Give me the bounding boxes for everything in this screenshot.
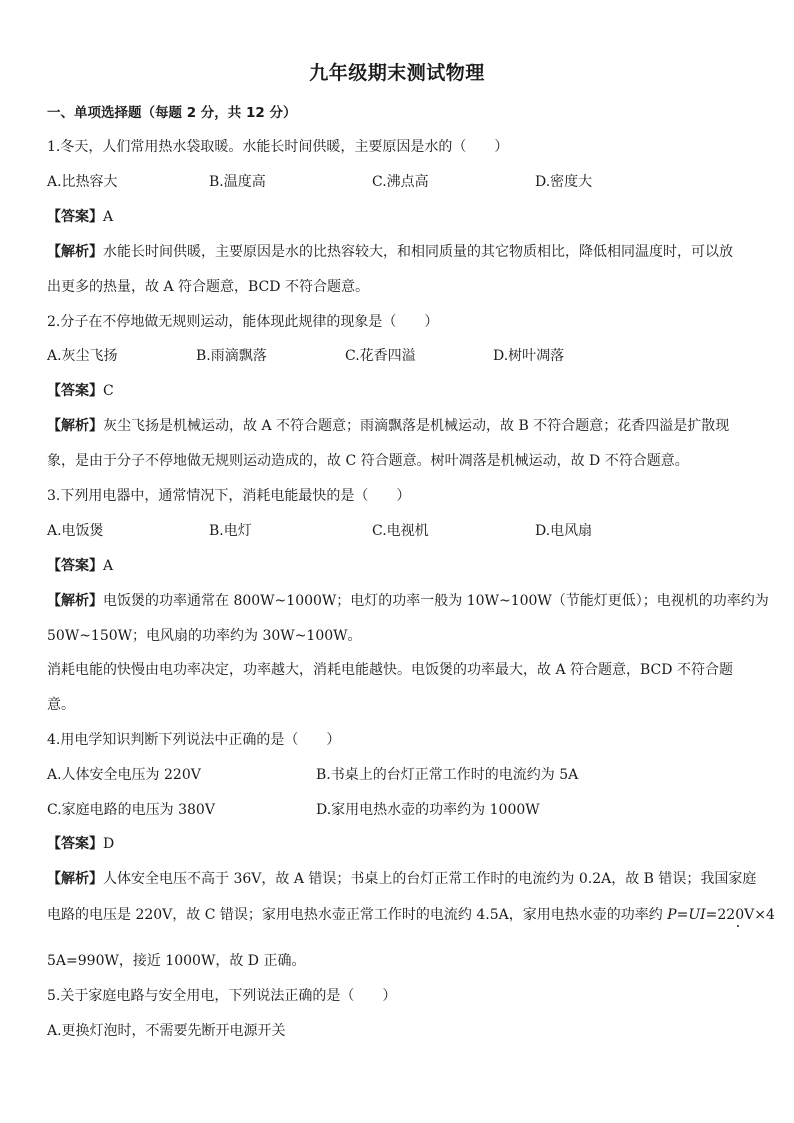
question-4-option-a: A.人体安全电压为 220V (47, 767, 201, 783)
question-2-option-a: A.灰尘飞扬 (47, 348, 118, 364)
question-2-answer (47, 381, 114, 401)
analysis-tag: 【解析】 (47, 244, 103, 260)
question-1-stem: 1.冬天，人们常用热水袋取暖。水能长时间供暖，主要原因是水的（ ） (47, 139, 509, 155)
question-4-answer (47, 834, 114, 854)
analysis-tag: 【解析】 (47, 593, 103, 609)
analysis-tag: 【解析】 (47, 418, 103, 434)
question-3-option-b: B.电灯 (209, 523, 252, 539)
question-3-analysis-line-3: 消耗电能的快慢由电功率决定，功率越大，消耗电能越快。电饭煲的功率最大，故 A 符合题意，BCD 不符合题 (47, 662, 733, 678)
analysis-text: 电路的电压是 220V，故 C 错误；家用电热水壶正常工作时的电流约 4.5A，家用电热水壶的功率约 (47, 907, 668, 923)
question-3-option-a: A.电饭煲 (47, 523, 104, 539)
question-2-stem: 2.分子在不停地做无规则运动，能体现此规律的现象是（ ） (47, 314, 439, 330)
question-4-analysis-line-3: 5A=990W，接近 1000W，故 D 正确。 (47, 953, 306, 969)
question-1-option-a: A.比热容大 (47, 174, 118, 190)
answer-value: A (103, 209, 114, 225)
answer-tag: 【答案】 (47, 383, 103, 399)
power-formula: P=UI (667, 907, 706, 923)
question-3-stem: 3.下列用电器中，通常情况下，消耗电能最快的是（ ） (47, 488, 411, 504)
question-4-analysis-line-2 (47, 905, 775, 925)
question-4-analysis-line-1 (47, 869, 756, 889)
question-2-option-c: C.花香四溢 (345, 348, 416, 364)
question-3-analysis-line-2: 50W~150W；电风扇的功率约为 30W~100W。 (47, 628, 362, 644)
question-3-analysis-line-4: 意。 (47, 697, 75, 713)
question-2-analysis-line-2: 象，是由于分子不停地做无规则运动造成的，故 C 符合题意。树叶凋落是机械运动，故 D 不符合题意。 (47, 453, 689, 469)
question-3-answer (47, 556, 113, 576)
question-4-option-b: B.书桌上的台灯正常工作时的电流约为 5A (316, 767, 579, 783)
answer-tag: 【答案】 (47, 209, 103, 225)
answer-value: D (103, 836, 115, 852)
question-5-stem: 5.关于家庭电路与安全用电，下列说法正确的是（ ） (47, 988, 397, 1004)
question-3-option-c: C.电视机 (372, 523, 429, 539)
question-1-analysis-line-1 (47, 242, 733, 262)
answer-value: A (103, 558, 114, 574)
question-3-analysis-line-1 (47, 591, 769, 611)
section-heading: 一、单项选择题（每题 2 分，共 12 分） (47, 105, 297, 121)
question-1-option-d: D.密度大 (535, 174, 593, 190)
question-1-analysis-line-2: 出更多的热量，故 A 符合题意，BCD 不符合题意。 (47, 279, 369, 295)
page-title: 九年级期末测试物理 (309, 62, 485, 84)
question-4-option-d: D.家用电热水壶的功率约为 1000W (316, 802, 540, 818)
question-2-analysis-line-1 (47, 416, 729, 436)
answer-tag: 【答案】 (47, 558, 103, 574)
stray-mark (737, 925, 739, 927)
answer-tag: 【答案】 (47, 836, 103, 852)
question-1-option-b: B.温度高 (209, 174, 266, 190)
question-2-option-d: D.树叶凋落 (493, 348, 565, 364)
analysis-text: 灰尘飞扬是机械运动，故 A 不符合题意；雨滴飘落是机械运动，故 B 不符合题意；花香四溢是扩散现 (103, 418, 730, 434)
analysis-text: 人体安全电压不高于 36V，故 A 错误；书桌上的台灯正常工作时的电流约为 0.2A，故 B 错误；我国家庭 (103, 871, 757, 887)
analysis-tag: 【解析】 (47, 871, 103, 887)
answer-value: C (103, 383, 114, 399)
question-2-option-b: B.雨滴飘落 (196, 348, 267, 364)
analysis-text-tail: =220V×4 (705, 907, 775, 923)
question-3-option-d: D.电风扇 (535, 523, 593, 539)
question-5-option-a: A.更换灯泡时，不需要先断开电源开关 (47, 1023, 286, 1039)
question-4-option-c: C.家庭电路的电压为 380V (47, 802, 215, 818)
analysis-text: 电饭煲的功率通常在 800W~1000W；电灯的功率一般为 10W~100W（节能灯更低）；电视机的功率约为 (103, 593, 769, 609)
question-4-stem: 4.用电学知识判断下列说法中正确的是（ ） (47, 732, 341, 748)
analysis-text: 水能长时间供暖，主要原因是水的比热容较大，和相同质量的其它物质相比，降低相同温度时，可以放 (103, 244, 733, 260)
question-1-option-c: C.沸点高 (372, 174, 429, 190)
question-1-answer (47, 207, 113, 227)
